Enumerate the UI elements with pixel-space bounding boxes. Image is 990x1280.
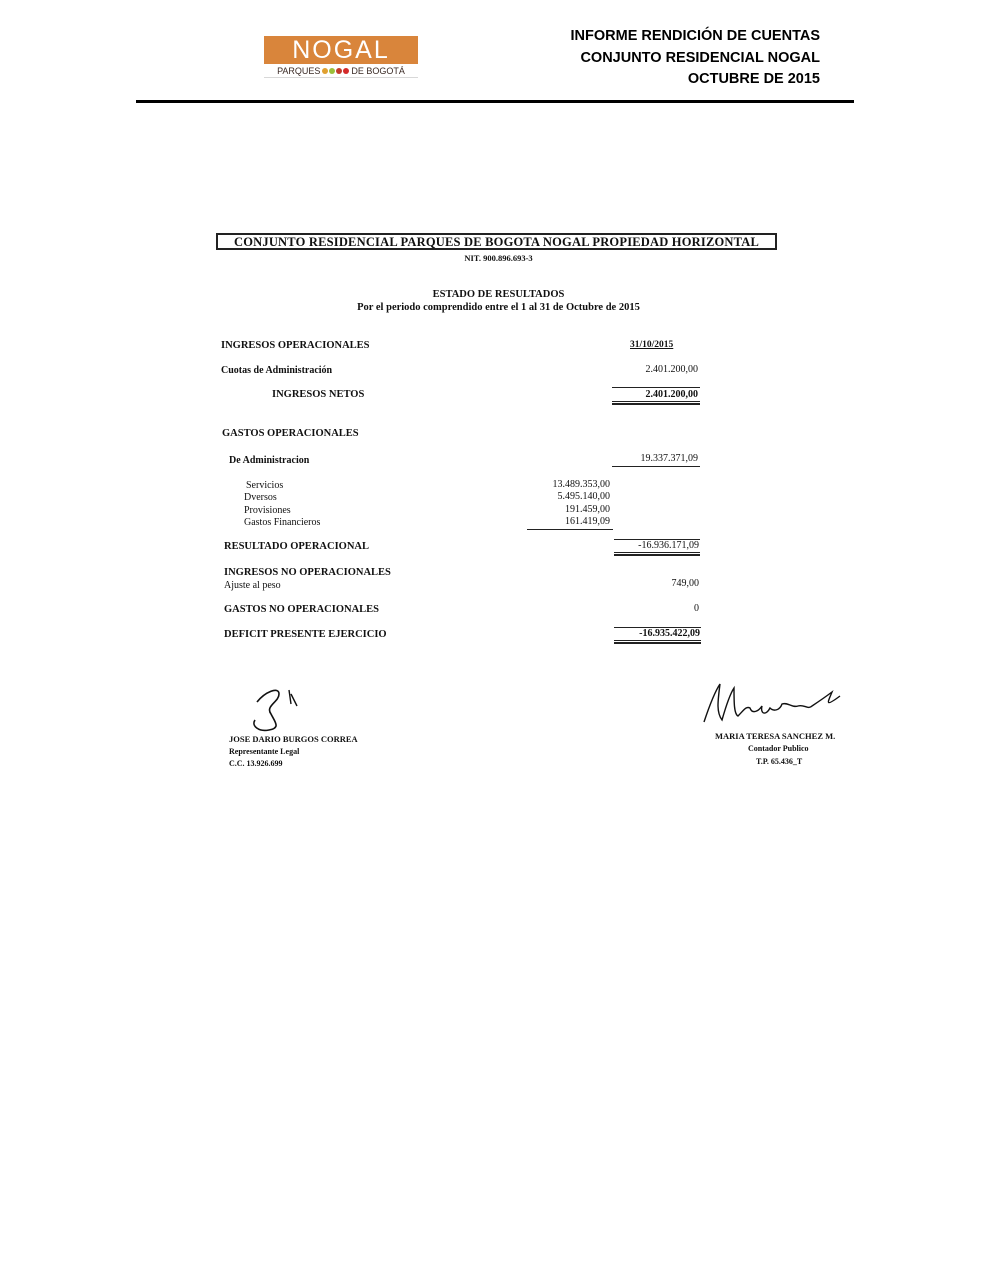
deficit-label: DEFICIT PRESENTE EJERCICIO [224, 629, 387, 640]
deficit-value: -16.935.422,09 [639, 628, 700, 639]
double-rule [612, 401, 700, 405]
signature-left-icon [245, 684, 325, 736]
header-line-3: OCTUBRE DE 2015 [687, 71, 820, 87]
de-administracion-label: De Administracion [229, 455, 310, 466]
report-header-title [571, 26, 820, 91]
logo-subtitle-right: DE BOGOTÁ [351, 65, 405, 76]
rule [527, 529, 613, 530]
item-dversos-label: Dversos [244, 492, 277, 503]
item-gastos-financieros-value: 161.419,09 [565, 516, 610, 527]
column-date: 31/10/2015 [630, 340, 674, 350]
logo-subtitle-left: PARQUES [277, 65, 321, 76]
ajuste-al-peso-value: 749,00 [671, 578, 699, 589]
signer-right-name: MARIA TERESA SANCHEZ M. [715, 731, 836, 741]
cuotas-label: Cuotas de Administración [221, 365, 333, 376]
double-rule [614, 552, 700, 556]
gastos-no-operacionales-value: 0 [694, 603, 699, 614]
header-divider [136, 100, 854, 103]
header-line-1: INFORME RENDICIÓN DE CUENTAS [570, 28, 820, 44]
entity-title: CONJUNTO RESIDENCIAL PARQUES DE BOGOTA NOGAL PROPIEDAD HORIZONTAL [216, 233, 777, 250]
statement-period: Por el periodo comprendido entre el 1 al 31 de Octubre de 2015 [357, 302, 640, 313]
signer-left-role: Representante Legal [229, 747, 300, 756]
gastos-no-operacionales-label: GASTOS NO OPERACIONALES [224, 604, 380, 615]
signer-right-role: Contador Publico [748, 744, 809, 753]
item-servicios-label: Servicios [246, 480, 284, 491]
item-servicios-value: 13.489.353,00 [552, 479, 610, 490]
signature-right-icon [700, 680, 850, 726]
tree-icon [322, 68, 349, 74]
double-rule [614, 640, 701, 644]
ingresos-netos-value: 2.401.200,00 [645, 389, 698, 400]
item-dversos-value: 5.495.140,00 [557, 491, 610, 502]
item-gastos-financieros-label: Gastos Financieros [244, 517, 321, 528]
nit: NIT. 900.896.693-3 [464, 253, 533, 263]
signer-left-id: C.C. 13.926.699 [229, 759, 283, 768]
rule [612, 466, 700, 467]
ingresos-operacionales-label: INGRESOS OPERACIONALES [221, 340, 370, 351]
de-administracion-value: 19.337.371,09 [640, 453, 698, 464]
item-provisiones-value: 191.459,00 [565, 504, 610, 515]
ingresos-netos-label: INGRESOS NETOS [272, 389, 365, 400]
logo-subtitle [264, 64, 418, 78]
nogal-logo [264, 36, 418, 78]
statement-title: ESTADO DE RESULTADOS [432, 289, 565, 300]
ajuste-al-peso-label: Ajuste al peso [224, 580, 281, 591]
cuotas-value: 2.401.200,00 [645, 364, 698, 375]
ingresos-no-operacionales-label: INGRESOS NO OPERACIONALES [224, 567, 391, 578]
resultado-operacional-label: RESULTADO OPERACIONAL [224, 541, 369, 552]
signer-right-id: T.P. 65.436_T [756, 757, 803, 766]
item-provisiones-label: Provisiones [244, 505, 291, 516]
rule [612, 387, 700, 388]
resultado-operacional-value: -16.936.171,09 [638, 540, 699, 551]
signer-left-name: JOSE DARIO BURGOS CORREA [229, 734, 358, 744]
gastos-operacionales-label: GASTOS OPERACIONALES [222, 428, 359, 439]
header-line-2: CONJUNTO RESIDENCIAL NOGAL [580, 49, 820, 66]
logo-title: NOGAL [264, 36, 418, 64]
